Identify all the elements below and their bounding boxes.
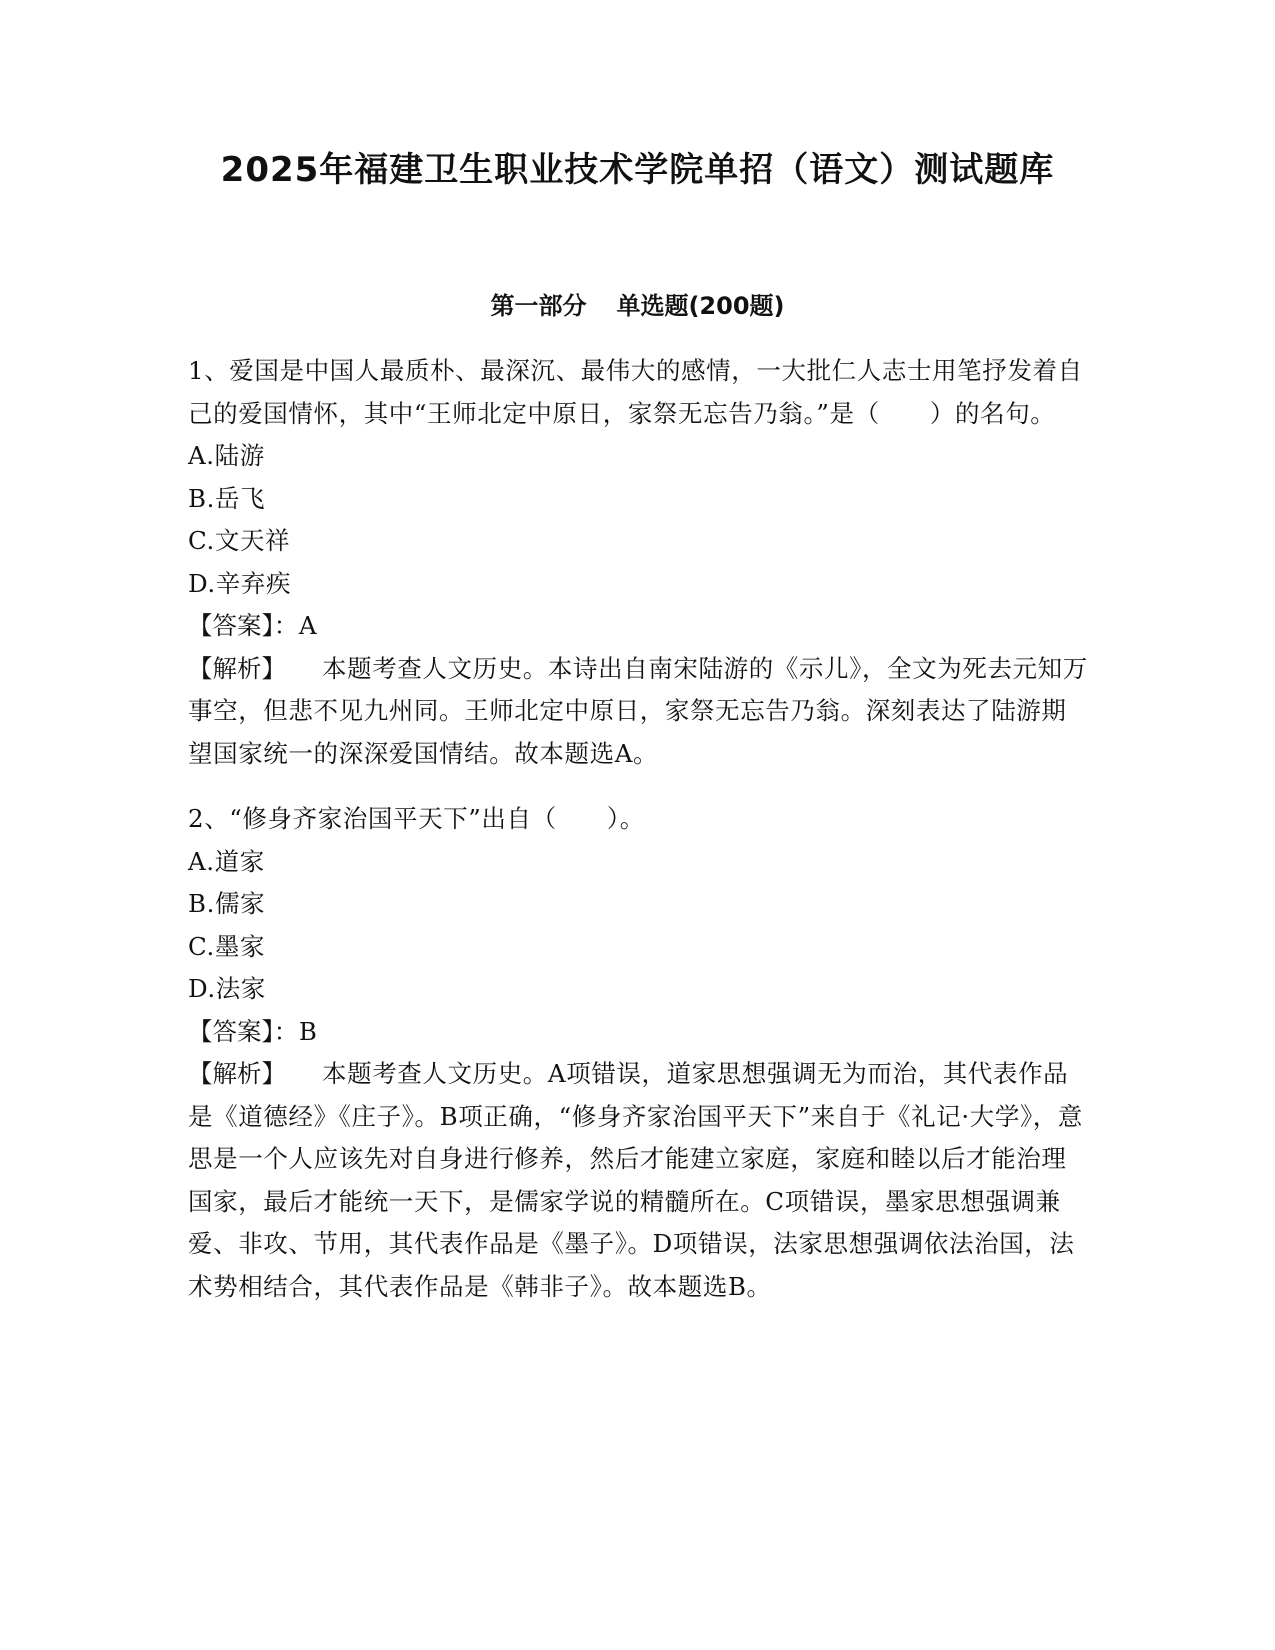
analysis-paragraph [188,648,1088,776]
answer-label: 【答案】 [188,1016,274,1046]
section-type-label: 单选题(200题) [616,292,785,320]
question-2 [188,798,1088,1308]
section-part-label: 第一部分 [490,292,587,320]
answer-value: ：B [273,1016,318,1046]
analysis-text: 本题考查人文历史。A项错误，道家思想强调无为而治，其代表作品是《道德经》《庄子》。B项正确，“修身齐家治国平天下”来自于《礼记·大学》，意思是一个人应该先对自身进行修养，然后才能建立家庭，家庭和睦以后才能治理国家，最后才能统一天下，是儒家学说的精髓所在。C项错误，墨家思想强调兼爱、非攻、节用，其代表作品是《墨子》。D项错误，法家思想强调依法治国，法术势相结合，其代表作品是《韩非子》。故本题选B。 [188,1059,1083,1301]
answer-label: 【答案】 [188,611,274,640]
section-title [0,290,1275,322]
analysis-text: 本题考查人文历史。本诗出自南宋陆游的《示儿》，全文为死去元知万事空，但悲不见九州同。王师北定中原日，家祭无忘告乃翁。深刻表达了陆游期望国家统一的深深爱国情结。故本题选A。 [188,653,1088,768]
option-a: A.道家 [188,846,265,876]
option-c: C.墨家 [188,931,266,961]
option-b: B.岳飞 [188,483,266,513]
option-c: C.文天祥 [188,526,291,555]
analysis-paragraph [188,1053,1088,1308]
document-title: 2025年福建卫生职业技术学院单招（语文）测试题库 [220,150,1055,190]
question-list [188,350,1088,1308]
option-b: B.儒家 [188,889,266,918]
question-stem: 2、“修身齐家治国平天下”出自（ ）。 [188,804,645,833]
analysis-label: 【解析】 [188,1059,286,1088]
question-stem: 1、爱国是中国人最质朴、最深沉、最伟大的感情，一大批仁人志士用笔抒发着自己的爱国情怀，其中“王师北定中原日，家祭无忘告乃翁。”是（ ）的名句。 [188,356,1083,428]
option-a: A.陆游 [188,441,265,470]
analysis-label: 【解析】 [188,653,286,683]
answer-value: ：A [273,611,318,640]
question-1 [188,350,1088,775]
answer-line [188,1011,1088,1054]
answer-line [188,605,1088,648]
option-d: D.辛弃疾 [188,568,292,598]
option-d: D.法家 [188,974,266,1003]
